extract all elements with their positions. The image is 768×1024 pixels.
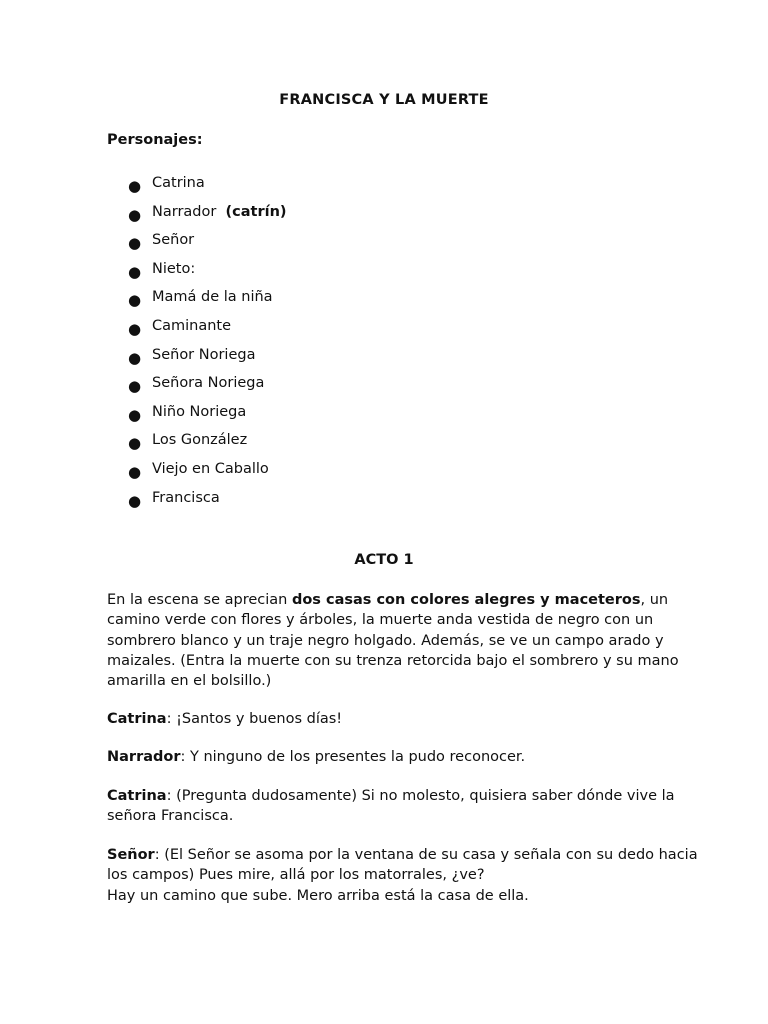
bullet-icon: ● [128,377,142,396]
scene-line [107,590,667,610]
bullet-icon: ● [128,491,142,510]
bullet-icon: ● [128,234,142,253]
document-title: FRANCISCA Y LA MUERTE [279,92,489,108]
scene-description [107,590,679,691]
dialogue-text [107,747,667,767]
bullet-icon: ● [128,319,142,338]
scene-line: camino verde con flores y árboles, la muerte anda vestida de negro con un [107,612,654,629]
characters-heading: Personajes: [107,132,203,148]
speech: : (El Señor se asoma por la ventana de su casa y señala con su dedo hacia [154,847,698,863]
speech: : (Pregunta dudosamente) Si no molesto, quisiera saber dónde vive la [166,788,675,804]
speech: : Y ninguno de los presentes la pudo reconocer. [180,749,526,765]
speaker-name: Señor [107,847,155,863]
scene-line: maizales. (Entra la muerte con su trenza retorcida bajo el sombrero y su mano [107,652,679,669]
character-name: Niño Noriega [152,403,247,420]
speaker-name: Catrina [107,788,167,804]
bullet-icon: ● [128,405,142,424]
scene-text: , un [640,592,669,608]
character-name [152,201,287,223]
character-name: Mamá de la niña [152,289,273,306]
character-note: (catrín) [225,203,287,220]
speech: señora Francisca. [107,808,234,825]
character-name: Catrina [152,175,205,191]
speaker-name: Narrador [107,749,181,765]
character-name: Señor [152,232,195,249]
scene-line: amarilla en el bolsillo.) [107,673,272,690]
scene-line: sombrero blanco y un traje negro holgado. Además, se ve un campo arado y [107,632,664,649]
character-name: Nieto: [152,260,196,277]
bullet-icon: ● [128,262,142,281]
character-name: Señor Noriega [152,346,256,363]
speech: los campos) Pues mire, allá por los matorrales, ¿ve? [107,867,485,884]
character-name-text: Narrador [152,203,217,220]
bullet-icon: ● [128,462,142,481]
speech: Hay un camino que sube. Mero arriba está la casa de ella. [107,887,529,904]
bullet-icon: ● [128,177,142,195]
dialogue-line [107,786,675,827]
bullet-icon: ● [128,205,142,224]
scene-emphasis: dos casas con colores alegres y maceteros [291,592,641,608]
dialogue-text [107,845,698,865]
character-name: Caminante [152,317,232,334]
bullet-icon: ● [128,434,142,453]
character-name: Los González [152,432,248,449]
dialogue-line [107,845,698,906]
act-heading: ACTO 1 [354,552,414,568]
dialogue-text [107,786,675,806]
scene-text: En la escena se aprecian [107,592,292,608]
character-name: Viejo en Caballo [152,460,269,477]
speech: : ¡Santos y buenos días! [166,711,343,727]
dialogue-line [107,747,667,767]
bullet-icon: ● [128,348,142,367]
character-name: Señora Noriega [152,375,265,392]
dialogue-text [107,709,667,729]
bullet-icon: ● [128,291,142,310]
speaker-name: Catrina [107,711,167,727]
character-name: Francisca [152,489,220,506]
dialogue-line [107,709,667,729]
